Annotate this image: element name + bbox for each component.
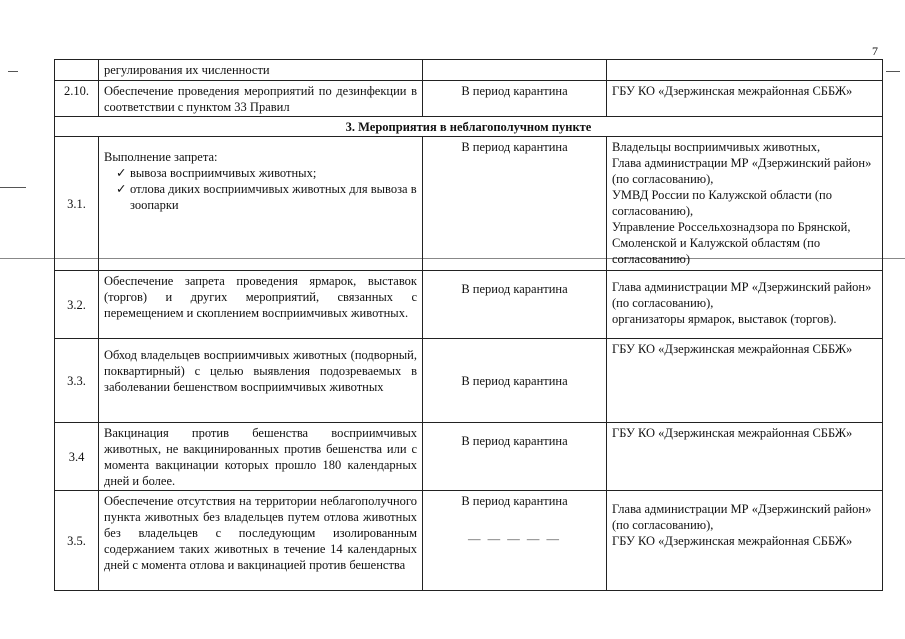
list-item-text: вывоза восприимчивых животных;	[130, 166, 317, 180]
section-header-row	[55, 117, 883, 137]
measure-responsible: ГБУ КО «Дзержинская межрайонная СББЖ»	[607, 339, 883, 423]
table-row	[55, 491, 883, 591]
measure-term: В период карантина	[423, 81, 607, 117]
table-row	[55, 423, 883, 491]
list-item-text: отлова диких восприимчивых животных для вывоза в зоопарки	[130, 182, 417, 212]
table-row	[55, 60, 883, 81]
measure-responsible: ГБУ КО «Дзержинская межрайонная СББЖ»	[607, 81, 883, 117]
measure-description	[99, 137, 423, 271]
scan-artifact-line	[886, 71, 900, 72]
responsible-line: Глава администрации МР «Дзержинский район» (по согласованию),	[612, 156, 872, 186]
bullet-list	[104, 165, 417, 213]
term-dashes: — — — — —	[468, 532, 561, 546]
responsible-line: Глава администрации МР «Дзержинский район» (по согласованию),	[612, 502, 872, 532]
table-row	[55, 339, 883, 423]
measure-term	[423, 60, 607, 81]
measure-description: Вакцинация против бешенства восприимчивых животных, не вакцинированных против бешенства или с момента вакцинации которых прошло 180 календарных дней и более.	[99, 423, 423, 491]
responsible-line: Владельцы восприимчивых животных,	[612, 140, 821, 154]
measure-term	[423, 491, 607, 591]
row-number	[55, 60, 99, 81]
scan-artifact-line	[8, 71, 18, 72]
measure-description: регулирования их численности	[99, 60, 423, 81]
table-row	[55, 271, 883, 339]
checkmark-icon: ✓	[116, 182, 127, 196]
measure-term: В период карантина	[423, 137, 607, 271]
measure-term: В период карантина	[423, 271, 607, 339]
scan-artifact-line	[0, 187, 26, 188]
measure-term: В период карантина	[423, 339, 607, 423]
measure-term: В период карантина	[423, 423, 607, 491]
row-number: 3.5.	[55, 491, 99, 591]
table-row	[55, 137, 883, 271]
measure-description: Обеспечение отсутствия на территории неблагополучного пункта животных без владельцев путем отлова животных без владельцев с последующим изолированным содержанием таких животных в течение 14 календарных дней с момента отлова и вакцинацией против бешенства	[99, 491, 423, 591]
measure-responsible	[607, 491, 883, 591]
responsible-line: Глава администрации МР «Дзержинский район» (по согласованию),	[612, 280, 872, 310]
responsible-line: УМВД России по Калужской области (по согласованию),	[612, 188, 832, 218]
list-item	[116, 181, 417, 213]
measure-intro: Выполнение запрета:	[104, 150, 218, 164]
measure-responsible	[607, 60, 883, 81]
measure-responsible	[607, 271, 883, 339]
measure-description: Обеспечение запрета проведения ярмарок, выставок (торгов) и других мероприятий, связанных с перемещением и скоплением восприимчивых животных.	[99, 271, 423, 339]
responsible-line: Управление Россельхознадзора по Брянской, Смоленской и Калужской областям (по согласованию)	[612, 220, 851, 266]
measures-table	[54, 59, 883, 591]
row-number: 3.1.	[55, 137, 99, 271]
term-text: В период карантина	[461, 494, 568, 508]
row-number: 3.4	[55, 423, 99, 491]
section-title: 3. Мероприятия в неблагополучном пункте	[55, 117, 883, 137]
responsible-line: организаторы ярмарок, выставок (торгов).	[612, 312, 837, 326]
row-number: 3.3.	[55, 339, 99, 423]
checkmark-icon: ✓	[116, 166, 127, 180]
measure-description: Обеспечение проведения мероприятий по дезинфекции в соответствии с пунктом 33 Правил	[99, 81, 423, 117]
measure-responsible: ГБУ КО «Дзержинская межрайонная СББЖ»	[607, 423, 883, 491]
measure-responsible	[607, 137, 883, 271]
row-number: 3.2.	[55, 271, 99, 339]
row-number: 2.10.	[55, 81, 99, 117]
page-number: 7	[872, 44, 878, 58]
table-row	[55, 81, 883, 117]
responsible-line: ГБУ КО «Дзержинская межрайонная СББЖ»	[612, 534, 853, 548]
list-item	[116, 165, 417, 181]
measure-description: Обход владельцев восприимчивых животных (подворный, поквартирный) с целью выявления подозреваемых в заболевании бешенством восприимчивых животных	[99, 339, 423, 423]
